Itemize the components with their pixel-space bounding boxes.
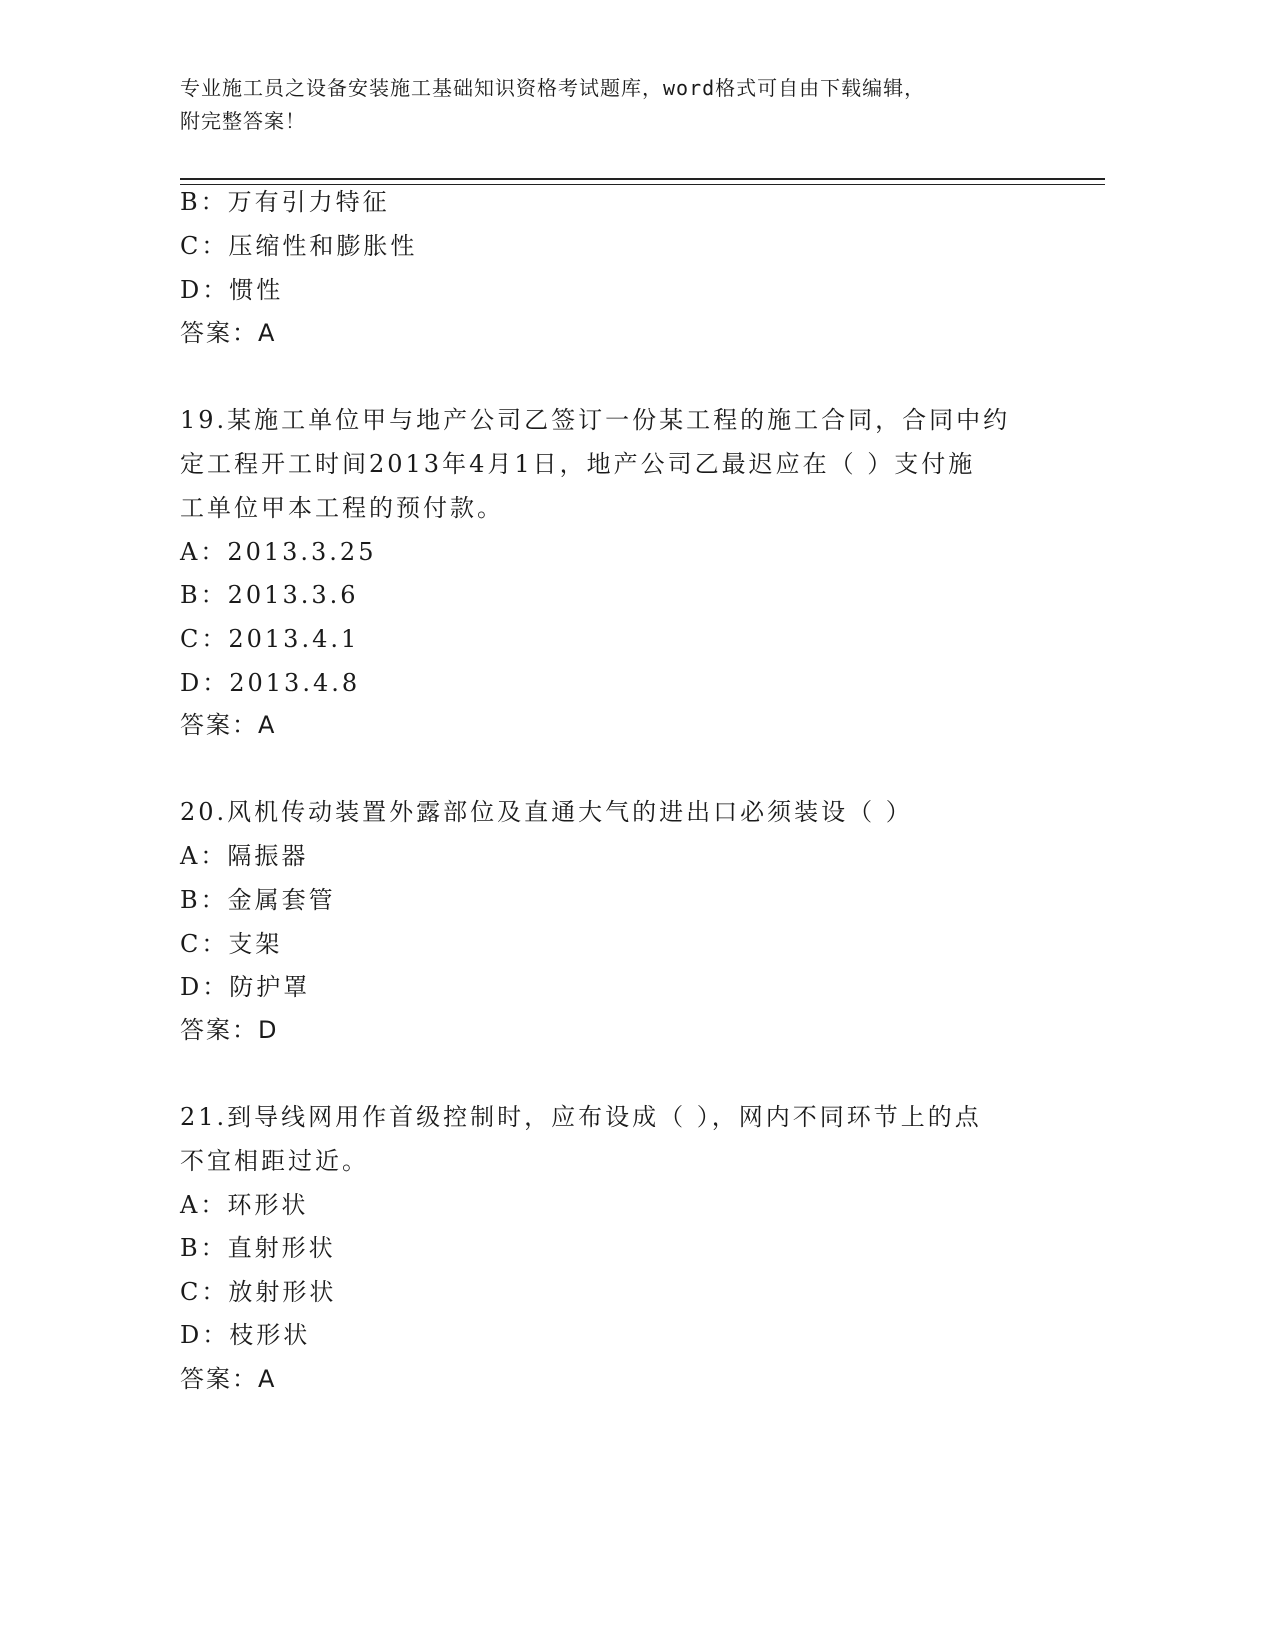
prev-option-b: B：万有引力特征 bbox=[180, 188, 390, 216]
q19-option-a: A：2013.3.25 bbox=[180, 538, 377, 566]
header-title-line-1: 专业施工员之设备安装施工基础知识资格考试题库，word格式可自由下载编辑， bbox=[180, 76, 926, 100]
q19-option-c: C：2013.4.1 bbox=[180, 625, 360, 653]
q19-stem-line-1: 19.某施工单位甲与地产公司乙签订一份某工程的施工合同，合同中约 bbox=[180, 406, 1011, 434]
prev-option-c: C：压缩性和膨胀性 bbox=[180, 232, 418, 260]
q20-stem-line-1: 20.风机传动装置外露部位及直通大气的进出口必须装设（ ） bbox=[180, 798, 913, 826]
q21-stem-line-2: 不宜相距过近。 bbox=[180, 1147, 369, 1175]
q21-option-d: D：枝形状 bbox=[180, 1321, 311, 1349]
q20-option-a: A：隔振器 bbox=[180, 842, 309, 870]
q20-option-c: C：支架 bbox=[180, 930, 283, 958]
q21-option-c: C：放射形状 bbox=[180, 1278, 337, 1306]
q21-answer: 答案：A bbox=[180, 1365, 277, 1393]
q21-option-a: A：环形状 bbox=[180, 1191, 309, 1219]
document-header bbox=[180, 72, 1060, 138]
q21-option-b: B：直射形状 bbox=[180, 1234, 336, 1262]
q20-option-d: D：防护罩 bbox=[180, 973, 311, 1001]
q19-option-b: B：2013.3.6 bbox=[180, 581, 359, 609]
q19-stem-line-3: 工单位甲本工程的预付款。 bbox=[180, 494, 504, 522]
header-rule-thick bbox=[180, 178, 1105, 180]
q20-answer: 答案：D bbox=[180, 1016, 279, 1044]
q19-option-d: D：2013.4.8 bbox=[180, 669, 361, 697]
q19-stem-line-2: 定工程开工时间2013年4月1日，地产公司乙最迟应在（ ）支付施 bbox=[180, 450, 976, 478]
prev-answer: 答案：A bbox=[180, 319, 277, 347]
header-rule-thin bbox=[180, 184, 1105, 185]
header-title-line-2: 附完整答案！ bbox=[180, 109, 306, 133]
q21-stem-line-1: 21.到导线网用作首级控制时，应布设成（ ），网内不同环节上的点 bbox=[180, 1103, 982, 1131]
q19-answer: 答案：A bbox=[180, 711, 277, 739]
prev-option-d: D：惯性 bbox=[180, 276, 284, 304]
q20-option-b: B：金属套管 bbox=[180, 886, 336, 914]
